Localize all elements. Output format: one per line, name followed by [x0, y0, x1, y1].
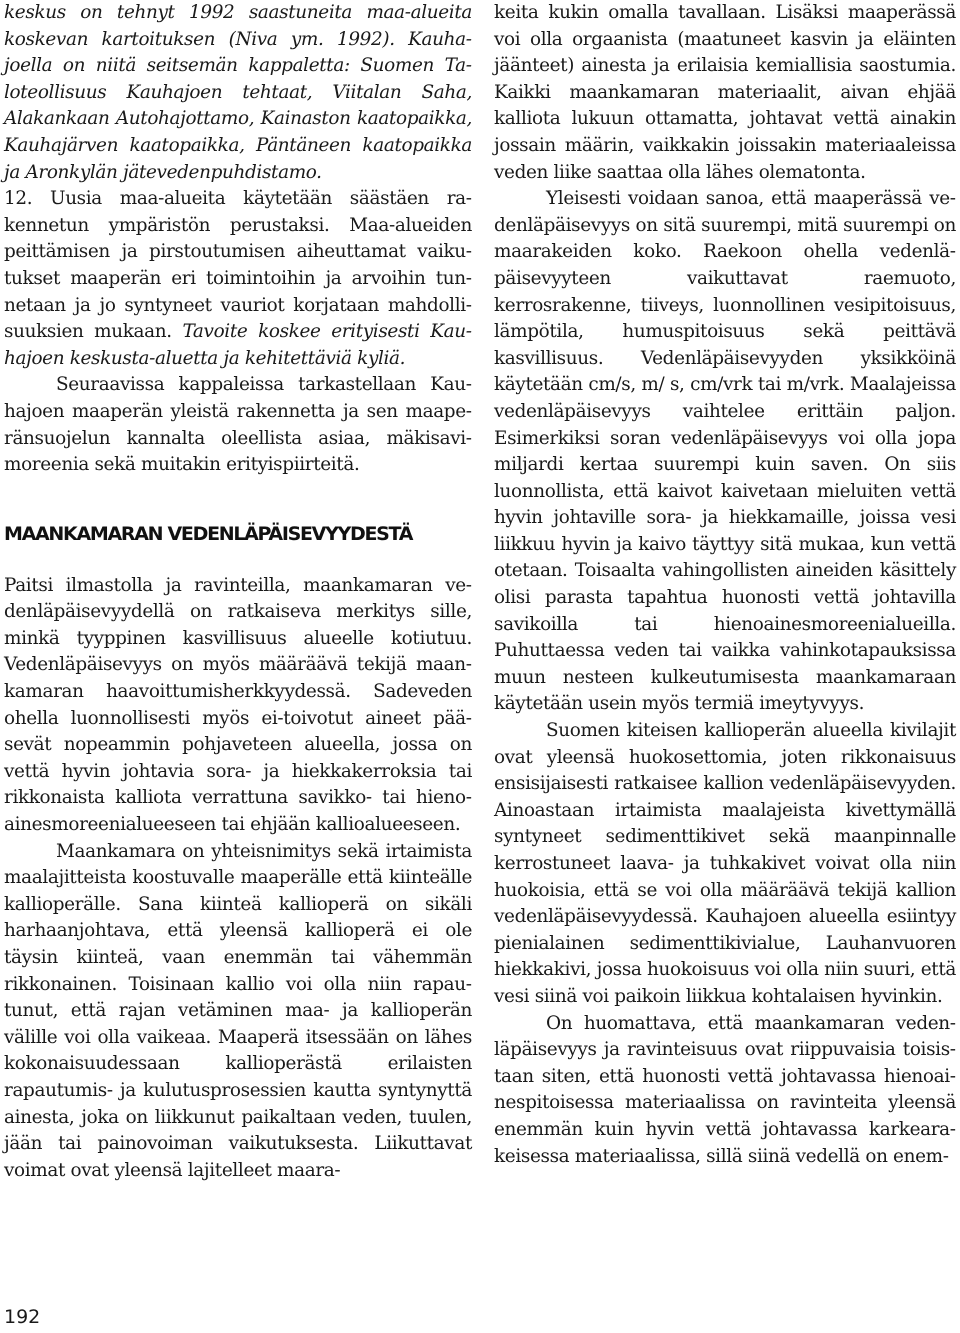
intro-italic-paragraph: keskus on tehnyt 1992 saastuneita maa-alueita koskevan kartoituksen (Niva ym. 1992). Kauhajoella on niitä seitsemän kappaletta: Suomen Taloteollisuus Kauhajoen tehtaat, Viitalan Saha, Alakankaan Autohajottamo, Kainaston kaatopaikka, Kauhajärven kaatopaikka, Päntäneen kaatopaikka ja Aronkylän jätevedenpuhdistamo.: [4, 2, 472, 183]
left-column: [4, 0, 472, 1184]
bedrock-paragraph: Suomen kiteisen kallioperän alueella kivilajit ovat yleensä huokosettomia, joten rikkonaisuus ensisijaisesti ratkaisee kallion vedenläpäisevyyden. Ainoastaan irtaimista maalajeista kivettymällä syntyneet sedimenttikivet sekä maanpinnalle kerrostuneet laava- ja tuhkakivet voivat olla niin huokoisia, että se voi olla määräävä tekijä kallion vedenläpäisevyydessä. Kauhajoen alueella esiintyy pienialainen sedimenttikivialue, Lauhanvuoren hiekkakivi, jossa huokoisuus voi olla niin suuri, että vesi siinä voi paikoin liikkua kohtalaisen hyvinkin.: [494, 720, 956, 1007]
goal-12-title: 12. Uusia maa-alueita käytetään säästäen rakennetun ympäristön perustaksi.: [4, 188, 472, 236]
goal-12-body: Maa-alueiden peittämisen ja pirstoutumisen aiheuttamat vaikutukset maaperän eri toimintoihin ja arvoihin tunnetaan ja jo syntyneet vauriot korjataan mahdollisuuksien mukaan.: [4, 214, 472, 343]
page-number: 192: [4, 1306, 41, 1328]
right-column: [494, 0, 956, 1170]
permeability-paragraph-2: Maankamara on yhteisnimitys sekä irtaimista maalajitteista koostuvalle maaperälle että kiinteälle kallioperälle. Sana kiinteä kallioperä on sikäli harhaanjohtava, että yleensä kallioperä ei ole täysin kiinteä, vaan enemmän tai vähemmän rikkonainen. Toisinaan kallio voi olla niin rapautunut, että rajan vetäminen maa- ja kallioperän välille voi olla vaikeaa. Maaperä itsessään on lähes kokonaisuudessaan kallioperästä erilaisten rapautumis- ja kulutusprosessien kautta syntynyttä ainesta, joka on liikkunut paikaltaan veden, tuulen, jään tai painovoiman vaikutuksesta. Liikuttavat voimat ovat yleensä lajitelleet maara-: [4, 840, 472, 1181]
following-sections-paragraph: Seuraavissa kappaleissa tarkastellaan Kauhajoen maaperän yleistä rakennetta ja sen maaperänsuojelun kannalta oleellista asiaa, mäkisavimoreenia sekä muitakin erityispiirteitä.: [4, 374, 472, 476]
permeability-paragraph-1: Paitsi ilmastolla ja ravinteilla, maankamaran vedenläpäisevyydellä on ratkaiseva merkitys sille, minkä tyyppinen kasvillisuus alueelle kotiutuu. Vedenläpäisevyys on myös määräävä tekijä maankamaran haavoittumisherkkyydessä. Sadeveden ohella luonnollisesti myös ei-toivotut aineet pääsevät nopeammin pohjaveteen alueella, jossa on vettä hyvin johtavia sora- ja hiekkakerroksia tai rikkonaista kalliota verrattuna savikko- tai hienoainesmoreenialueeseen tai ehjään kallioalueeseen.: [4, 574, 472, 836]
section-heading: MAANKAMARAN VEDENLÄPÄISEVYYDESTÄ: [4, 522, 413, 545]
continuation-paragraph: keita kukin omalla tavallaan. Lisäksi maaperässä voi olla orgaanista (maatuneet kasvin ja eläinten jäänteet) ainesta ja erilaisia kemiallisia saostumia. Kaikki maankamaran materiaalit, aivan ehjää kalliota lukuun ottamatta, johtavat vettä ainakin jossain määrin, vaikkakin joissakin materiaaleissa veden liike saattaa olla lähes olematonta.: [494, 2, 956, 183]
goal-12-paragraph: [4, 186, 472, 372]
permeability-paragraph-3: Yleisesti voidaan sanoa, että maaperässä vedenläpäisevyys on sitä suurempi, mitä suurempi on maarakeiden koko. Raekoon ohella vedenläpäisevyyteen vaikuttavat raemuoto, kerrosrakenne, tiiveys, luonnollinen vesipitoisuus, lämpötila, humuspitoisuus sekä peittävä kasvillisuus. Vedenläpäisevyyden yksikköinä käytetään cm/s, m/ s, cm/vrk tai m/vrk. Maalajeissa vedenläpäisevyys vaihtelee erittäin paljon. Esimerkiksi soran vedenläpäisevyys voi olla jopa miljardi kertaa suurempi kuin saven. On siis luonnollista, että kaivot kaivetaan mieluiten vettä hyvin johtaville sora- ja hiekkamaille, joissa vesi liikkuu hyvin ja kaivo täyttyy sitä mukaa, kun vettä otetaan. Toisaalta vahingollisten aineiden käsittely olisi parasta tapahtua huonosti vettä johtavilla savikoilla tai hienoainesmoreenialueilla. Puhuttaessa veden tai vaikka vahinkotapauksissa muun nesteen kulkeutumisesta maankamaraan käytetään usein myös termiä imeytyvyys.: [494, 188, 956, 715]
nutrients-paragraph: On huomattava, että maankamaran vedenläpäisevyys ja ravinteisuus ovat riippuvaisia toisistaan siten, että huonosti vettä johtavassa hienoainespitoisessa materiaalissa on ravinteita yleensä enemmän kuin hyvin vettä johtavassa karkearakeisessa materiaalissa, sillä siinä vedellä on enem-: [494, 1012, 956, 1167]
goal-12-italic: Tavoite koskee erityisesti Kauhajoen keskusta-aluetta ja kehitettäviä kyliä.: [4, 321, 472, 369]
